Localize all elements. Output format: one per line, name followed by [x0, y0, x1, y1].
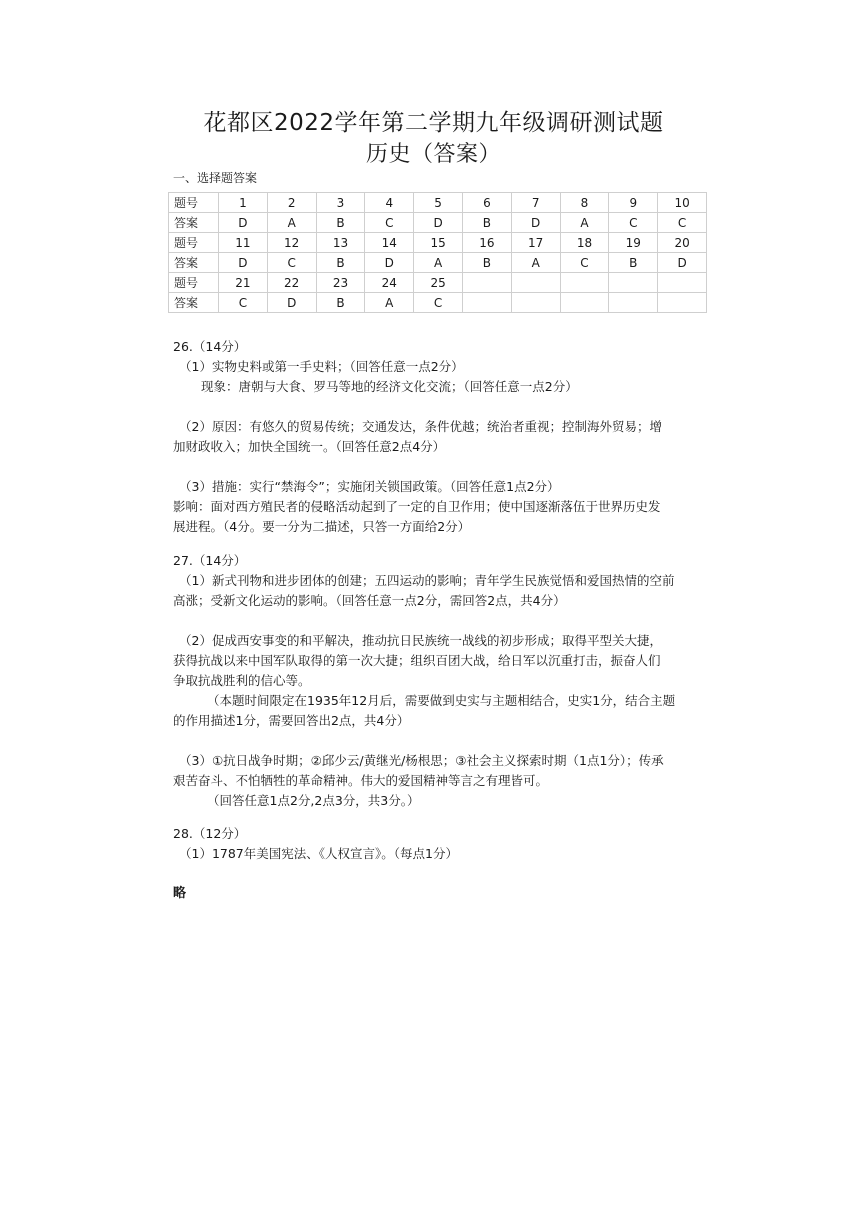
table-cell: A — [414, 253, 463, 273]
question-26 — [173, 337, 703, 537]
omitted-mark: 略 — [173, 886, 187, 901]
q26-line: 加财政收入；加快全国统一。（回答任意2点4分） — [173, 439, 446, 454]
table-cell — [609, 273, 658, 293]
q27-line: （3）①抗日战争时期；②邱少云/黄继光/杨根思；③社会主义探索时期（1点1分）；传承 — [179, 753, 664, 768]
table-cell: 24 — [365, 273, 414, 293]
table-cell: 4 — [365, 193, 414, 213]
exam-subtitle: 历史（答案） — [365, 142, 501, 167]
table-cell: C — [609, 213, 658, 233]
table-cell: 19 — [609, 233, 658, 253]
table-cell: 23 — [316, 273, 365, 293]
question-27 — [173, 551, 703, 811]
q26-line: 影响：面对西方殖民者的侵略活动起到了一定的自卫作用；使中国逐渐落伍于世界历史发 — [173, 499, 661, 514]
table-cell: 8 — [560, 193, 609, 213]
q27-line: （回答任意1点2分,2点3分，共3分。） — [207, 793, 420, 808]
section-heading: 一、选择题答案 — [173, 171, 258, 185]
q28-heading: 28.（12分） — [173, 826, 247, 841]
table-cell — [658, 273, 707, 293]
table-cell: D — [658, 253, 707, 273]
q27-line: 的作用描述1分，需要回答出2点，共4分） — [173, 713, 410, 728]
table-cell: 1 — [219, 193, 268, 213]
row-header-cell: 题号 — [169, 233, 219, 253]
table-cell: 22 — [267, 273, 316, 293]
q27-line: （1）新式刊物和进步团体的创建；五四运动的影响；青年学生民族觉悟和爱国热情的空前 — [179, 573, 675, 588]
table-cell: A — [365, 293, 414, 313]
table-cell: C — [267, 253, 316, 273]
table-cell — [511, 293, 560, 313]
q27-line: 艰苦奋斗、不怕牺牲的革命精神。伟大的爱国精神等言之有理皆可。 — [173, 773, 549, 788]
q27-line: 高涨；受新文化运动的影响。（回答任意一点2分，需回答2点，共4分） — [173, 593, 566, 608]
row-header-cell: 答案 — [169, 253, 219, 273]
table-row — [169, 213, 707, 233]
table-cell — [511, 273, 560, 293]
table-cell: C — [560, 253, 609, 273]
row-header-cell: 答案 — [169, 293, 219, 313]
exam-title: 花都区2022学年第二学期九年级调研测试题 — [203, 110, 664, 136]
table-cell: 15 — [414, 233, 463, 253]
table-cell: 6 — [462, 193, 511, 213]
table-cell: C — [365, 213, 414, 233]
q26-line: （2）原因：有悠久的贸易传统；交通发达，条件优越；统治者重视；控制海外贸易；增 — [179, 419, 662, 434]
table-cell: 12 — [267, 233, 316, 253]
table-cell — [560, 293, 609, 313]
table-cell: 21 — [219, 273, 268, 293]
table-cell: B — [462, 253, 511, 273]
row-header-cell: 答案 — [169, 213, 219, 233]
table-cell: 25 — [414, 273, 463, 293]
table-cell — [560, 273, 609, 293]
table-cell: 2 — [267, 193, 316, 213]
table-cell: 18 — [560, 233, 609, 253]
table-cell: C — [658, 213, 707, 233]
table-cell — [462, 293, 511, 313]
table-cell: A — [267, 213, 316, 233]
table-cell: A — [511, 253, 560, 273]
table-cell: 17 — [511, 233, 560, 253]
table-cell: B — [316, 253, 365, 273]
table-cell: C — [219, 293, 268, 313]
q27-line: 获得抗战以来中国军队取得的第一次大捷；组织百团大战，给日军以沉重打击，振奋人们 — [173, 653, 661, 668]
q26-heading: 26.（14分） — [173, 339, 247, 354]
table-cell: D — [511, 213, 560, 233]
question-28 — [173, 824, 703, 864]
answer-table — [168, 192, 707, 313]
table-cell — [609, 293, 658, 313]
table-cell: 14 — [365, 233, 414, 253]
table-cell: 9 — [609, 193, 658, 213]
row-header-cell: 题号 — [169, 193, 219, 213]
table-cell: 3 — [316, 193, 365, 213]
table-row — [169, 273, 707, 293]
table-cell: D — [219, 213, 268, 233]
q27-line: 争取抗战胜利的信心等。 — [173, 673, 311, 688]
table-row — [169, 233, 707, 253]
table-cell: B — [462, 213, 511, 233]
q27-heading: 27.（14分） — [173, 553, 247, 568]
q27-line: （2）促成西安事变的和平解决，推动抗日民族统一战线的初步形成；取得平型关大捷， — [179, 633, 662, 648]
table-cell: 5 — [414, 193, 463, 213]
table-row — [169, 253, 707, 273]
table-cell: D — [267, 293, 316, 313]
table-cell: A — [560, 213, 609, 233]
table-cell: 10 — [658, 193, 707, 213]
q26-line: （3）措施：实行“禁海令”；实施闭关锁国政策。（回答任意1点2分） — [179, 479, 560, 494]
table-cell — [462, 273, 511, 293]
q26-line: （1）实物史料或第一手史料；（回答任意一点2分） — [179, 359, 464, 374]
table-cell: D — [414, 213, 463, 233]
table-row — [169, 293, 707, 313]
table-cell: C — [414, 293, 463, 313]
table-cell: 7 — [511, 193, 560, 213]
q27-line: （本题时间限定在1935年12月后，需要做到史实与主题相结合，史实1分，结合主题 — [207, 693, 676, 708]
row-header-cell: 题号 — [169, 273, 219, 293]
table-cell: B — [316, 213, 365, 233]
q28-line: （1）1787年美国宪法、《人权宣言》。（每点1分） — [179, 846, 458, 861]
table-cell: D — [219, 253, 268, 273]
table-cell: 13 — [316, 233, 365, 253]
table-cell: B — [609, 253, 658, 273]
table-row — [169, 193, 707, 213]
table-cell: 16 — [462, 233, 511, 253]
q26-line: 现象：唐朝与大食、罗马等地的经济文化交流；（回答任意一点2分） — [201, 379, 578, 394]
table-cell: D — [365, 253, 414, 273]
table-cell — [658, 293, 707, 313]
table-cell: 11 — [219, 233, 268, 253]
table-cell: 20 — [658, 233, 707, 253]
table-cell: B — [316, 293, 365, 313]
q26-line: 展进程。（4分。要一分为二描述，只答一方面给2分） — [173, 519, 471, 534]
